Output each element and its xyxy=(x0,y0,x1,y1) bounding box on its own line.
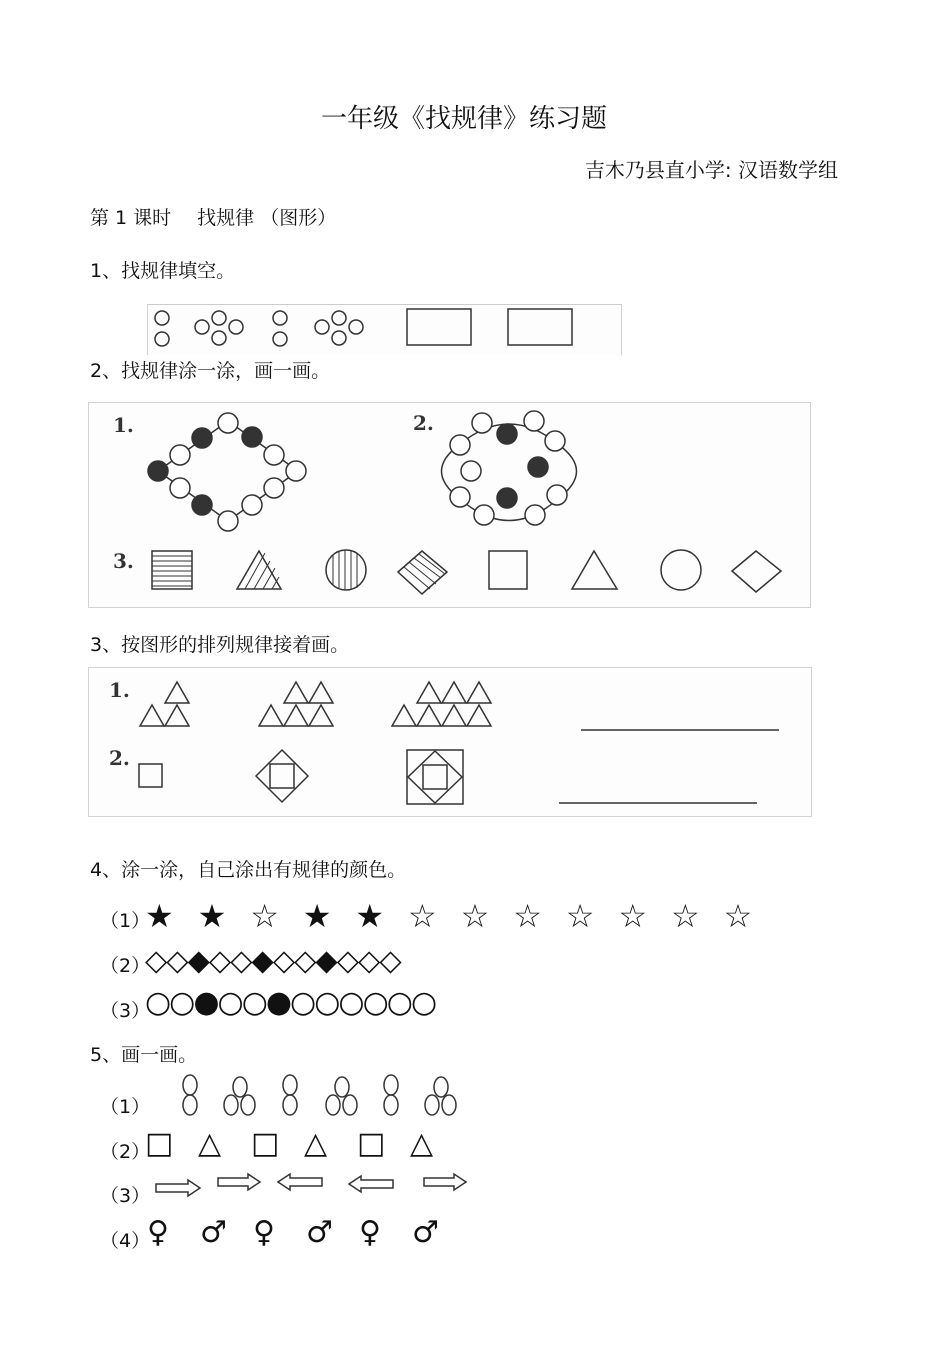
q5-row-2-label: （2） xyxy=(100,1141,151,1163)
q2-figure xyxy=(88,402,811,608)
q1-figure xyxy=(147,304,622,355)
shape-icon: △ xyxy=(410,1126,434,1161)
lesson-number: 第 1 课时 xyxy=(90,207,172,229)
question-4: 4、涂一涂，自己涂出有规律的颜色。 xyxy=(90,859,407,881)
star-icon: ☆ xyxy=(618,897,648,935)
shape-icon: □ xyxy=(251,1126,280,1161)
star-icon: ☆ xyxy=(460,897,490,935)
figure-label-1: 1. xyxy=(113,413,134,437)
star-icon: ☆ xyxy=(723,897,753,935)
lesson-heading xyxy=(90,203,336,230)
triangle-square-pattern-icon xyxy=(89,668,811,816)
gender-symbol-icon: ♀ xyxy=(253,1215,275,1250)
star-icon: ★ xyxy=(197,897,227,935)
circle-chain-icon xyxy=(89,403,810,607)
q5-row-3-label: （3） xyxy=(100,1185,151,1207)
question-2: 2、找规律涂一涂，画一画。 xyxy=(90,360,331,382)
figure-label-2: 2. xyxy=(413,411,434,435)
shape-icon: △ xyxy=(304,1126,328,1161)
figure-label-2: 2. xyxy=(109,746,130,770)
shape-icon: □ xyxy=(145,1126,174,1161)
q5-row-4-label: （4） xyxy=(100,1230,151,1252)
star-icon: ☆ xyxy=(565,897,595,935)
star-icon: ☆ xyxy=(513,897,542,935)
figure-label-1: 1. xyxy=(109,678,130,702)
star-icon: ★ xyxy=(355,897,385,935)
star-icon: ☆ xyxy=(671,897,700,935)
ovals-pattern-icon xyxy=(170,1074,470,1118)
star-icon: ☆ xyxy=(250,897,279,935)
gender-symbol-icon: ♂ xyxy=(306,1215,333,1250)
school-name: 吉木乃县直小学: 汉语数学组 xyxy=(584,158,838,182)
star-icon: ★ xyxy=(302,897,332,935)
q4-row-3-label: （3） xyxy=(100,1000,151,1022)
figure-label-3: 3. xyxy=(113,549,134,573)
shape-icon: □ xyxy=(357,1126,386,1161)
page-title: 一年级《找规律》练习题 xyxy=(320,104,607,134)
q4-row-2-label: （2） xyxy=(100,955,151,977)
q5-row-1-label: （1） xyxy=(100,1096,151,1118)
shape-icon: △ xyxy=(198,1126,222,1161)
question-3: 3、按图形的排列规律接着画。 xyxy=(90,634,350,656)
star-icon: ☆ xyxy=(408,897,437,935)
gender-symbol-icon: ♀ xyxy=(147,1215,169,1250)
question-1: 1、找规律填空。 xyxy=(90,260,236,282)
star-icon: ★ xyxy=(145,897,174,935)
lesson-topic: 找规律 （图形） xyxy=(197,207,337,229)
q4-row-1-label: （1） xyxy=(100,910,151,932)
gender-symbol-icon: ♂ xyxy=(200,1215,227,1250)
circle-pattern-icon xyxy=(148,305,621,355)
q4-row-2-symbols: ◇◇◆◇◇◆◇◇◆◇◇◇ xyxy=(145,943,401,977)
q3-figure xyxy=(88,667,812,817)
gender-symbol-icon: ♂ xyxy=(412,1215,439,1250)
q4-row-3-symbols: ○○●○○●○○○○○○ xyxy=(145,985,436,1020)
gender-symbol-icon: ♀ xyxy=(359,1215,381,1250)
question-5: 5、画一画。 xyxy=(90,1044,198,1066)
arrows-pattern-icon xyxy=(150,1170,480,1200)
